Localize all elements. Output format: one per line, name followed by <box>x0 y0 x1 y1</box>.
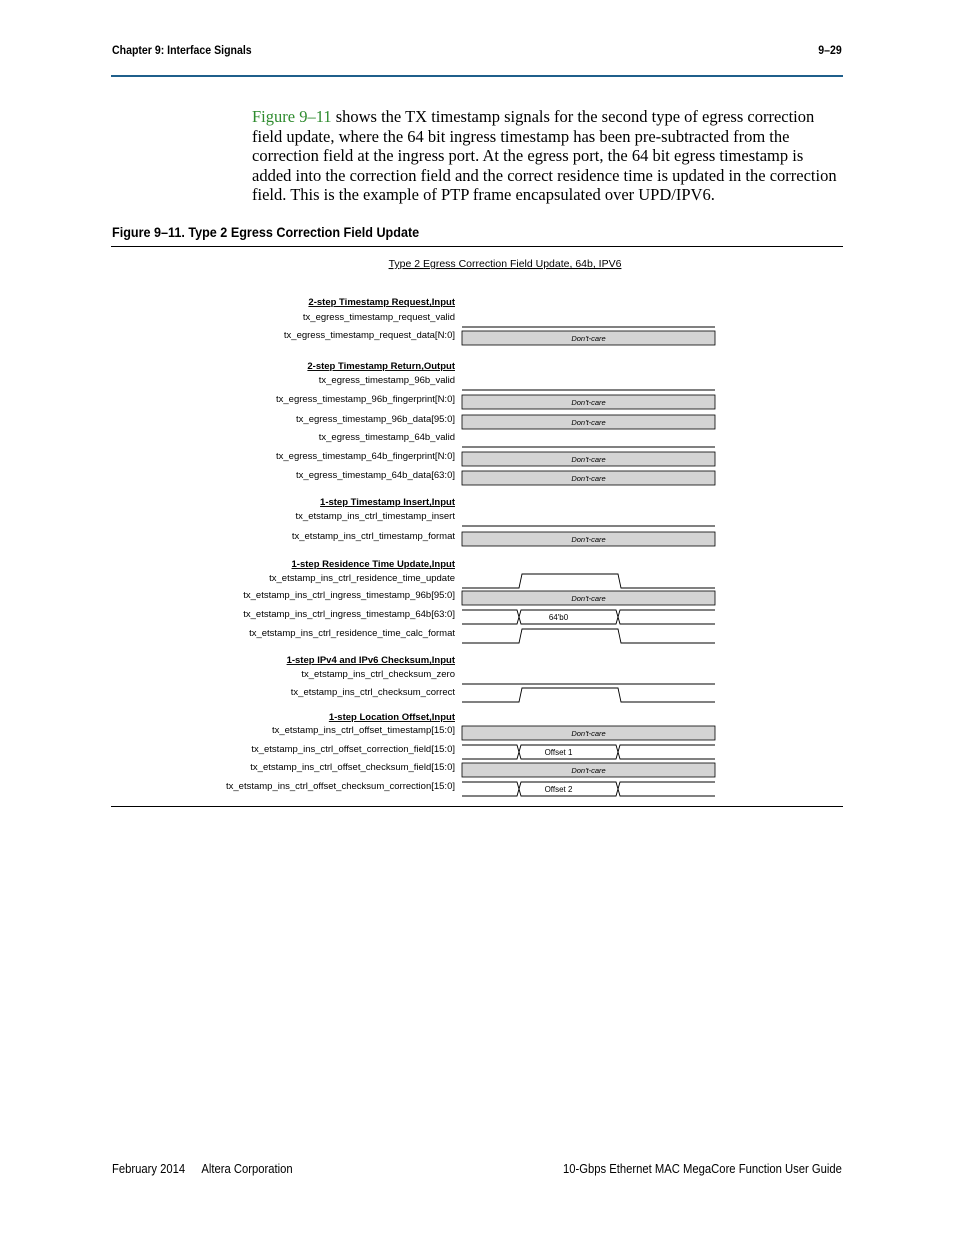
waveform-bus <box>462 745 715 759</box>
signal-name: tx_egress_timestamp_96b_fingerprint[N:0] <box>275 394 455 405</box>
dont-care-label: Don't-care <box>571 766 606 775</box>
signal-name: tx_etstamp_ins_ctrl_offset_timestamp[15:0] <box>271 725 455 736</box>
signal-name: tx_egress_timestamp_request_valid <box>302 312 455 323</box>
signal-name: tx_etstamp_ins_ctrl_timestamp_insert <box>295 511 455 522</box>
page-number: 9–29 <box>818 43 842 57</box>
signal-name: tx_egress_timestamp_96b_valid <box>318 375 455 386</box>
signal-name: tx_etstamp_ins_ctrl_offset_correction_field[15:0] <box>251 744 455 755</box>
group-title: 2-step Timestamp Return,Output <box>307 361 455 372</box>
signal-name: tx_egress_timestamp_96b_data[95:0] <box>296 414 455 425</box>
bus-value-label: Offset 2 <box>544 785 573 794</box>
signal-name: tx_etstamp_ins_ctrl_offset_checksum_field[15:0] <box>250 762 455 773</box>
signal-name: tx_etstamp_ins_ctrl_checksum_zero <box>301 669 455 680</box>
dont-care-label: Don't-care <box>571 455 606 464</box>
dont-care-label: Don't-care <box>571 334 606 343</box>
footer-title: 10-Gbps Ethernet MAC MegaCore Function User Guide <box>563 1162 842 1176</box>
signal-name: tx_etstamp_ins_ctrl_residence_time_calc_format <box>249 628 455 639</box>
dont-care-label: Don't-care <box>571 418 606 427</box>
signal-name: tx_etstamp_ins_ctrl_timestamp_format <box>291 531 455 542</box>
signal-name: tx_etstamp_ins_ctrl_residence_time_update <box>269 573 455 584</box>
signal-name: tx_egress_timestamp_64b_fingerprint[N:0] <box>275 451 455 462</box>
dont-care-label: Don't-care <box>571 535 606 544</box>
diagram-title: Type 2 Egress Correction Field Update, 64b, IPV6 <box>388 258 622 270</box>
signal-name: tx_egress_timestamp_64b_data[63:0] <box>296 470 455 481</box>
signal-name: tx_egress_timestamp_64b_valid <box>318 432 455 443</box>
group-title: 1-step Residence Time Update,Input <box>291 559 455 570</box>
group-title: 1-step Timestamp Insert,Input <box>320 497 455 508</box>
dont-care-label: Don't-care <box>571 594 606 603</box>
dont-care-label: Don't-care <box>571 729 606 738</box>
chapter-header: Chapter 9: Interface Signals <box>112 43 252 57</box>
bus-value-label: Offset 1 <box>544 748 573 757</box>
footer-date: February 2014 <box>112 1162 186 1176</box>
signal-name: tx_etstamp_ins_ctrl_offset_checksum_correction[15:0] <box>226 781 455 792</box>
footer-left <box>112 1162 293 1176</box>
signal-name: tx_etstamp_ins_ctrl_ingress_timestamp_96b[95:0] <box>243 590 455 601</box>
signal-name: tx_egress_timestamp_request_data[N:0] <box>283 330 455 341</box>
waveform-bus <box>462 610 715 624</box>
footer-company: Altera Corporation <box>201 1162 293 1176</box>
figure-link[interactable]: Figure 9–11 <box>252 107 332 126</box>
figure-caption: Figure 9–11. Type 2 Egress Correction Field Update <box>112 224 420 240</box>
dont-care-label: Don't-care <box>571 398 606 407</box>
figure-bottom-rule <box>111 806 843 807</box>
group-title: 2-step Timestamp Request,Input <box>308 297 455 308</box>
waveform-pulse <box>462 629 715 643</box>
signal-name: tx_etstamp_ins_ctrl_checksum_correct <box>290 687 455 698</box>
group-title: 1-step IPv4 and IPv6 Checksum,Input <box>286 655 455 666</box>
signal-name: tx_etstamp_ins_ctrl_ingress_timestamp_64b[63:0] <box>243 609 455 620</box>
waveform-bus <box>462 782 715 796</box>
group-title: 1-step Location Offset,Input <box>328 712 455 723</box>
waveform-pulse <box>462 688 715 702</box>
bus-value-label: 64'b0 <box>548 613 569 622</box>
waveform-pulse <box>462 574 715 588</box>
paragraph-text: shows the TX timestamp signals for the second type of egress correction field update, where the 64 bit ingress timestamp has been pre-subtracted from the correction field at the ingress port. At the egress port, the 64 bit egress timestamp is added into the correction field and the correct residence time is updated in the correction field. This is the example of PTP frame encapsulated over UPD/IPV6. <box>252 107 837 205</box>
dont-care-label: Don't-care <box>571 474 606 483</box>
